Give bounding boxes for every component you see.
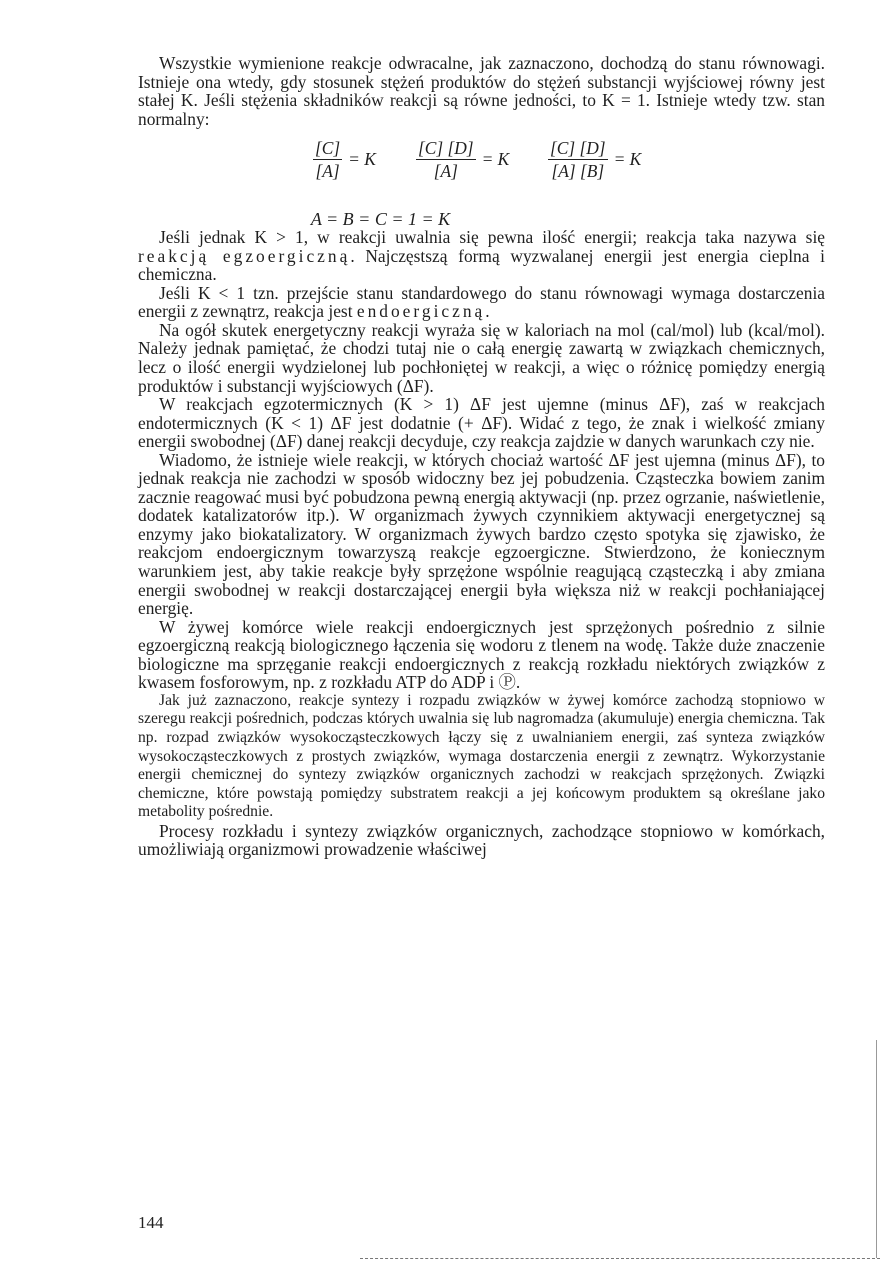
formula-block <box>138 128 825 228</box>
equality-line: A = B = C = 1 = K <box>310 209 451 230</box>
formula-1-denominator: [A] <box>315 161 340 182</box>
scan-edge-right <box>876 1040 877 1258</box>
formula-3-numerator: [C] [D] <box>550 138 606 159</box>
formula-2-numerator: [C] [D] <box>418 138 474 159</box>
paragraph-activation: Wiadomo, że istnieje wiele reakcji, w których chociaż wartość ΔF jest ujemna (minus ΔF), to jednak reakcja nie zachodzi w sposób widoczny bez jej pobudzenia. Cząsteczka bowiem zanim zacznie reagować musi być pobudzona pewną energią aktywacji (np. przez ogrzanie, naświetlenie, dodatek katalizatorów itp.). W organizmach żywych czynnikiem aktywacji energetycznej są enzymy jako biokatalizatory. W organizmach żywych bardzo często spotyka się zjawisko, że reakcjom endoergicznym towarzyszą reakcje egzoergiczne. Stwierdzono, że koniecznym warunkiem jest, aby takie reakcje były sprzężone wspólnie reagującą cząsteczką i aby zmiana energii swobodnej w reakcji dostarczającej energii była większa niż w reakcji pochłaniającej energię. <box>138 449 825 619</box>
term-endoergic: endoergiczną <box>356 301 486 322</box>
formula-3-rhs: = K <box>613 149 642 170</box>
formula-2-denominator: [A] <box>433 161 458 182</box>
formula-1-numerator: [C] <box>315 138 341 159</box>
formula-2 <box>416 138 509 181</box>
paragraph-energy-units: Na ogół skutek energetyczny reakcji wyraża się w kaloriach na mol (cal/mol) lub (kcal/mol). Należy jednak pamiętać, że chodzi tutaj nie o całą energię zawartą w związkach chemicznych, lecz o ilość energii wydzielonej lub pochłoniętej w reakcji, a więc o różnicę pomiędzy energią produktów i substancji wyjściowych (ΔF). <box>138 319 825 396</box>
paragraph-processes: Procesy rozkładu i syntezy związków organicznych, zachodzące stopniowo w komórkach, umożliwiają organizmowi prowadzenie właściwej <box>138 820 825 860</box>
page-text <box>138 54 825 859</box>
paragraph-exoergic-text-c: . Najczęstszą formą wyzwalanej energii jest energia cieplna i chemiczna. <box>138 245 825 285</box>
paragraph-exoergic-text-a: Jeśli jednak K > 1, w reakcji uwalnia się pewna ilość energii; reakcja taka nazywa się <box>159 227 825 248</box>
paragraph-intro: Wszystkie wymienione reakcje odwracalne, jak zaznaczono, dochodzą do stanu równowagi. Istnieje ona wtedy, gdy stosunek stężeń produktów do stężeń substancji wyjściowej równy jest stałej K. Jeśli stężenia składników reakcji są równe jedności, to K = 1. Istnieje wtedy tzw. stan normalny: <box>138 53 825 129</box>
formula-1 <box>313 138 376 181</box>
paragraph-coupled-reactions: W żywej komórce wiele reakcji endoergicznych jest sprzężonych pośrednio z silnie egzoergiczną reakcją biologicznego łączenia się wodoru z tlenem na wodę. Także duże znaczenie biologiczne ma sprzęganie reakcji endoergicznych z reakcją rozkładu niektórych związków z kwasem fosforowym, np. z rozkładu ATP do ADP i Ⓟ. <box>138 616 825 693</box>
paragraph-exoergic <box>138 228 825 284</box>
paragraph-delta-f: W reakcjach egzotermicznych (K > 1) ΔF jest ujemne (minus ΔF), zaś w reakcjach endotermicznych (K < 1) ΔF jest dodatnie (+ ΔF). Widać z tego, że znak i wielkość zmiany energii swobodnej (ΔF) danej reakcji decyduje, czy reakcja zajdzie w danych warunkach czy nie. <box>138 394 825 452</box>
formula-1-rhs: = K <box>348 149 376 170</box>
page-number: 144 <box>138 1213 164 1232</box>
term-exoergic: reakcją egzoergiczną <box>138 245 351 266</box>
paragraph-intermediates: Jak już zaznaczono, reakcje syntezy i rozpadu związków w żywej komórce zachodzą stopniowo w szeregu reakcji pośrednich, podczas których uwalnia się lub nagromadza (akumuluje) energia chemiczna. Tak np. rozpad związków wysokocząsteczkowych łączy się z uwalnianiem energii, zaś synteza związków wysokocząsteczkowych z prostych związków, wymaga dostarczenia energii z zewnątrz. Wykorzystanie energii chemicznej do syntezy związków organicznych zachodzi w reakcjach sprzężonych. Związki chemiczne, które powstają pomiędzy substratem reakcji a jej końcowym produktem są określane jako metabolity pośrednie. <box>138 691 825 821</box>
paragraph-endoergic <box>138 284 825 321</box>
scan-edge-bottom <box>360 1258 880 1260</box>
formula-3 <box>548 138 641 181</box>
paragraph-endoergic-text-c: . <box>485 301 490 322</box>
formula-3-denominator: [A] [B] <box>551 161 605 182</box>
paragraph-endoergic-text-a: Jeśli K < 1 tzn. przejście stanu standardowego do stanu równowagi wymaga dostarczenia energii z zewnątrz, reakcja jest <box>138 282 825 322</box>
formula-2-rhs: = K <box>481 149 510 170</box>
